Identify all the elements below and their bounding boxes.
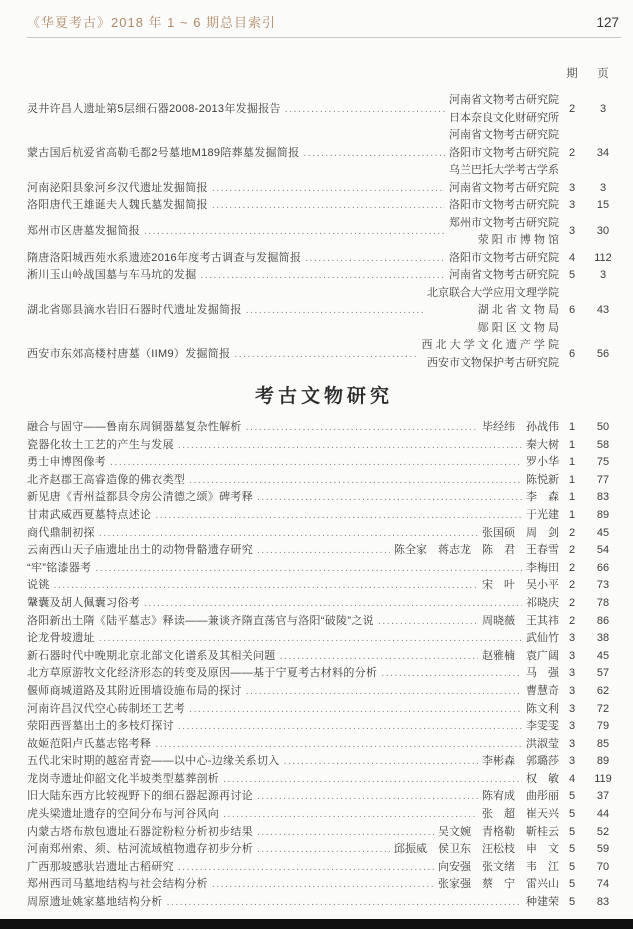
entry-orgs [449, 92, 559, 127]
entry-title: 河南郑州索、须、枯河流域植物遗存初步分析 [27, 843, 253, 856]
entry-title: 融合与固守——鲁南东周铜器墓复杂性解析 [27, 421, 242, 433]
entry-issue: 5 [568, 843, 576, 856]
entry-organization: 洛阳市文物考古研究院 [449, 146, 559, 159]
dotted-leader [212, 876, 434, 894]
toc-article-entry [27, 489, 621, 507]
page-header [27, 8, 621, 38]
entry-page: 73 [596, 579, 610, 592]
entry-authors: 张 超 崔天兴 [482, 808, 559, 821]
entry-organization: 西 北 大 学 文 化 遗 产 学 院 [421, 339, 559, 351]
entry-organization: 洛阳市文物考古研究院 [449, 251, 559, 264]
entry-issue: 1 [568, 438, 576, 451]
entry-issue: 2 [568, 102, 576, 115]
entry-organization: 乌兰巴托大学考古学系 [449, 164, 559, 176]
entry-issue: 1 [568, 491, 576, 504]
toc-article-entry [27, 771, 621, 789]
entry-page: 79 [596, 720, 610, 733]
entry-issue: 5 [568, 825, 576, 838]
dotted-leader [257, 824, 434, 842]
entry-authors: 李 森 [526, 491, 559, 504]
entry-page: 83 [596, 896, 610, 909]
dotted-leader [285, 101, 445, 119]
article-list [27, 419, 621, 912]
toc-article-entry [27, 542, 621, 560]
toc-article-entry [27, 560, 621, 578]
entry-issue: 5 [568, 860, 576, 873]
toc-article-entry [27, 437, 621, 455]
dotted-leader [99, 525, 478, 543]
toc-article-entry [27, 507, 621, 525]
entry-issue: 3 [568, 225, 576, 238]
entry-page: 56 [596, 347, 610, 360]
entry-orgs [449, 127, 559, 180]
entry-title: 偃师商城道路及其附近围墙设施布局的探讨 [27, 684, 242, 697]
entry-organization: 河南省文物考古研究院 [449, 94, 559, 106]
entry-title: 说铫 [27, 579, 50, 592]
entry-page: 50 [596, 421, 610, 433]
dotted-leader [246, 683, 522, 701]
entry-issue: 5 [568, 269, 576, 281]
toc-article-entry [27, 806, 621, 824]
dotted-leader [99, 630, 522, 648]
dotted-leader [167, 894, 522, 912]
dotted-leader [95, 560, 522, 578]
toc-report-entry [27, 180, 621, 198]
entry-title: 西安市东郊高楼村唐墓（IIM9）发掘简报 [27, 347, 231, 360]
entry-page: 43 [596, 304, 610, 316]
entry-page: 30 [596, 225, 610, 238]
entry-page: 37 [596, 790, 610, 803]
entry-title: 新石器时代中晚期北京北部文化谱系及其相关问题 [27, 649, 276, 662]
dotted-leader [189, 472, 522, 490]
dotted-leader [212, 197, 445, 215]
toc-article-entry [27, 454, 621, 472]
toc-article-entry [27, 718, 621, 736]
entry-issue: 2 [568, 561, 576, 574]
toc-article-entry [27, 788, 621, 806]
entry-page: 75 [596, 456, 610, 469]
entry-organization: 河南省文物考古研究院 [449, 129, 559, 141]
entry-title: 蒙古国后杭爱省高勒毛都2号墓地M189陪葬墓发掘简报 [27, 146, 300, 159]
entry-page: 72 [596, 702, 610, 715]
entry-authors: 权 敏 [526, 772, 559, 785]
entry-page: 77 [596, 473, 610, 486]
entry-page: 57 [596, 667, 610, 680]
entry-title: 灵井许昌人遗址第5层细石器2008-2013年发掘报告 [27, 102, 281, 115]
entry-page: 34 [596, 146, 610, 159]
entry-page: 44 [596, 808, 610, 821]
entry-page: 78 [596, 596, 610, 609]
entry-title: 内蒙古塔布敖包遗址石器淀粉粒分析初步结果 [27, 825, 253, 838]
entry-title: 勇士申博图像考 [27, 456, 107, 469]
entry-organization: 北京联合大学应用文理学院 [427, 286, 559, 299]
entry-organization: 洛阳市文物考古研究院 [449, 199, 559, 211]
entry-title: 商代鼎制初探 [27, 526, 95, 539]
entry-authors: 曹慧奇 [526, 684, 559, 697]
toc-report-entry [27, 197, 621, 215]
entry-issue: 2 [568, 526, 576, 539]
entry-title: 淅川玉山岭战国墓与车马坑的发掘 [27, 269, 197, 281]
entry-issue: 4 [568, 772, 576, 785]
entry-title: 五代北宋时期的越窑青瓷——以中心-边缘关系切入 [27, 755, 280, 768]
entry-title: 河南泌阳县象河乡汉代遗址发掘简报 [27, 181, 208, 194]
toc-article-entry [27, 419, 621, 437]
dotted-leader [378, 613, 478, 631]
entry-issue: 2 [568, 146, 576, 159]
column-headers [27, 65, 621, 81]
entry-orgs [449, 215, 559, 250]
entry-issue: 1 [568, 456, 576, 469]
dotted-leader [246, 419, 478, 437]
entry-orgs [449, 250, 559, 268]
entry-authors: 秦大树 [526, 438, 559, 451]
entry-page: 86 [596, 614, 610, 627]
dotted-leader [54, 577, 478, 595]
entry-page: 15 [596, 199, 610, 211]
entry-authors: 向安强 张文绪 韦 江 [438, 860, 559, 873]
dotted-leader [155, 736, 522, 754]
entry-organization: 郑州市文物考古研究院 [449, 216, 559, 229]
entry-issue: 5 [568, 896, 576, 909]
toc-article-entry [27, 630, 621, 648]
entry-issue: 3 [568, 720, 576, 733]
entry-authors: 陈悦新 [526, 473, 559, 486]
entry-title: 云南西山天子庙遗址出土的动物骨骼遗存研究 [27, 544, 253, 557]
report-list [27, 92, 621, 372]
toc-report-entry [27, 250, 621, 268]
entry-authors: 李梅田 [526, 561, 559, 574]
toc-article-entry [27, 577, 621, 595]
dotted-leader [223, 806, 478, 824]
dotted-leader [257, 788, 478, 806]
entry-issue: 2 [568, 544, 576, 557]
entry-orgs [421, 337, 559, 372]
dotted-leader [110, 454, 522, 472]
dotted-leader [257, 489, 522, 507]
entry-issue: 5 [568, 808, 576, 821]
toc-report-entry [27, 127, 621, 180]
entry-authors: 陈全家 蒋志龙 陈 君 王春雪 [394, 544, 559, 557]
entry-authors: 张家强 蔡 宁 雷兴山 [438, 878, 559, 891]
entry-issue: 3 [568, 632, 576, 645]
entry-page: 59 [596, 843, 610, 856]
entry-title: 荥阳西晋墓出土的多枝灯探讨 [27, 720, 174, 733]
entry-orgs [427, 285, 559, 338]
entry-title: 新见唐《青州益都县令房公清德之颂》碑考释 [27, 491, 253, 504]
entry-title: 鞶囊及胡人佩囊习俗考 [27, 596, 140, 609]
entry-issue: 3 [568, 702, 576, 715]
dotted-leader [178, 718, 522, 736]
toc-article-entry [27, 824, 621, 842]
page-number: 127 [596, 15, 619, 30]
toc-report-entry [27, 215, 621, 250]
entry-authors: 祁晓庆 [526, 596, 559, 609]
entry-issue: 2 [568, 579, 576, 592]
entry-title: 洛阳新出土隋《陆平墓志》释读——兼谈齐隋直荡官与洛阳“破陵”之说 [27, 614, 374, 627]
dotted-leader [201, 267, 446, 285]
entry-title: 隋唐洛阳城西苑水系遗迹2016年度考古调查与发掘简报 [27, 251, 302, 264]
entry-title: 北方草原游牧文化经济形态的转变及原因——基于宁夏考古材料的分析 [27, 667, 378, 680]
entry-page: 45 [596, 649, 610, 662]
entry-issue: 6 [568, 347, 576, 360]
toc-report-entry [27, 92, 621, 127]
entry-authors: 吴文婉 青格勒 靳桂云 [438, 825, 559, 838]
entry-page: 54 [596, 544, 610, 557]
dotted-leader [178, 859, 434, 877]
entry-authors: 种建荣 [526, 896, 559, 909]
dotted-leader [305, 250, 445, 268]
entry-issue: 6 [568, 304, 576, 316]
entry-authors: 罗小华 [526, 456, 559, 469]
entry-page: 89 [596, 508, 610, 521]
dotted-leader [280, 648, 478, 666]
section-title: 考古文物研究 [254, 386, 393, 407]
entry-issue: 3 [568, 181, 576, 194]
entry-issue: 3 [568, 667, 576, 680]
entry-issue: 3 [568, 737, 576, 750]
entry-page: 85 [596, 737, 610, 750]
entry-issue: 3 [568, 755, 576, 768]
entry-authors: 毕经纬 孙战伟 [482, 421, 559, 433]
toc-report-entry [27, 285, 621, 338]
entry-issue: 1 [568, 473, 576, 486]
entry-page: 119 [594, 772, 612, 785]
dotted-leader [189, 701, 522, 719]
page-column-header: 页 [597, 68, 609, 80]
entry-title: 虎头梁遗址遗存的空间分布与河谷风向 [27, 808, 220, 821]
entry-page: 112 [594, 251, 612, 264]
toc-article-entry [27, 472, 621, 490]
entry-page: 3 [599, 181, 607, 194]
entry-title: “牢”铭漆器考 [27, 561, 92, 574]
entry-issue: 3 [568, 649, 576, 662]
entry-authors: 邱振威 侯卫东 汪松枝 申 文 [394, 843, 559, 856]
entry-title: 北齐赵郡王高睿造像的佛衣类型 [27, 473, 186, 486]
issue-column-header: 期 [566, 68, 578, 80]
entry-authors: 洪淑莹 [526, 737, 559, 750]
entry-orgs [449, 180, 559, 198]
scan-edge-bar [0, 919, 633, 929]
entry-issue: 3 [568, 684, 576, 697]
entry-authors: 陈宥成 曲彤丽 [482, 790, 559, 803]
entry-issue: 4 [568, 251, 576, 264]
entry-title: 论龙骨坡遗址 [27, 632, 95, 645]
toc-article-entry [27, 613, 621, 631]
entry-title: 郑州西司马墓地结构与社会结构分析 [27, 878, 208, 891]
toc-article-entry [27, 648, 621, 666]
dotted-leader [155, 507, 522, 525]
dotted-leader [223, 771, 522, 789]
dotted-leader [144, 595, 522, 613]
toc-article-entry [27, 701, 621, 719]
entry-orgs [449, 197, 559, 215]
toc-article-entry [27, 525, 621, 543]
toc-article-entry [27, 683, 621, 701]
entry-title: 河南许昌汉代空心砖制坯工艺考 [27, 702, 186, 715]
entry-authors: 于光建 [526, 508, 559, 521]
entry-title: 周原遗址姚家墓地结构分析 [27, 896, 163, 909]
dotted-leader [284, 753, 478, 771]
entry-orgs [449, 267, 559, 285]
toc-article-entry [27, 894, 621, 912]
entry-title: 瓷器化妆土工艺的产生与发展 [27, 438, 174, 451]
entry-authors: 周晓薇 王其祎 [482, 614, 559, 627]
entry-page: 62 [596, 684, 610, 697]
entry-page: 3 [599, 102, 607, 115]
dotted-leader [234, 346, 417, 364]
entry-title: 广西那坡感驮岩遗址古稻研究 [27, 860, 174, 873]
entry-organization: 河南省文物考古研究院 [449, 269, 559, 281]
entry-authors: 宋 叶 吴小平 [482, 579, 559, 592]
toc-article-entry [27, 736, 621, 754]
entry-authors: 赵雅楠 袁广阔 [482, 649, 559, 662]
entry-authors: 陈文利 [526, 702, 559, 715]
entry-page: 45 [596, 526, 610, 539]
entry-issue: 1 [568, 421, 576, 433]
entry-page: 74 [596, 878, 610, 891]
toc-article-entry [27, 753, 621, 771]
entry-authors: 张国硕 周 剑 [482, 526, 559, 539]
entry-page: 89 [596, 755, 610, 768]
entry-organization: 河南省文物考古研究院 [449, 181, 559, 194]
entry-issue: 5 [568, 790, 576, 803]
entry-page: 70 [596, 860, 610, 873]
dotted-leader [144, 223, 445, 241]
entry-authors: 武仙竹 [526, 632, 559, 645]
entry-title: 郑州市区唐墓发掘简报 [27, 225, 140, 238]
entry-page: 66 [596, 561, 610, 574]
entry-organization: 郧 阳 区 文 物 局 [477, 321, 559, 334]
entry-issue: 1 [568, 508, 576, 521]
entry-issue: 5 [568, 878, 576, 891]
entry-title: 旧大陆东西方比较视野下的细石器起源再讨论 [27, 790, 253, 803]
entry-issue: 2 [568, 596, 576, 609]
toc-article-entry [27, 859, 621, 877]
toc-article-entry [27, 876, 621, 894]
toc-article-entry [27, 595, 621, 613]
dotted-leader [257, 542, 390, 560]
entry-organization: 湖 北 省 文 物 局 [477, 304, 559, 316]
entry-title: 故姬范阳卢氏墓志铭考释 [27, 737, 152, 750]
entry-title: 龙岗寺遗址仰韶文化半坡类型墓葬剖析 [27, 772, 220, 785]
entry-title: 湖北省郧县滴水岩旧石器时代遗址发掘简报 [27, 304, 242, 316]
entry-page: 38 [596, 632, 610, 645]
entry-authors: 马 强 [526, 667, 559, 680]
entry-title: 洛阳唐代王雄诞夫人魏氏墓发掘简报 [27, 199, 208, 211]
entry-organization: 西安市文物保护考古研究院 [427, 356, 559, 369]
entry-authors: 李彬森 郭璐莎 [482, 755, 559, 768]
journal-index-title: 《华夏考古》2018 年 1 ~ 6 期总目索引 [27, 15, 277, 30]
toc-report-entry [27, 337, 621, 372]
entry-page: 83 [596, 491, 610, 504]
entry-page: 58 [596, 438, 610, 451]
entry-title: 甘肃武威西夏墓特点述论 [27, 508, 152, 521]
entry-organization: 荥 阳 市 博 物 馆 [477, 234, 559, 246]
dotted-leader [381, 665, 522, 683]
entry-page: 52 [596, 825, 610, 838]
toc-article-entry [27, 841, 621, 859]
dotted-leader [178, 437, 522, 455]
entry-page: 3 [599, 269, 607, 281]
dotted-leader [212, 180, 445, 198]
entry-issue: 3 [568, 199, 576, 211]
entry-issue: 2 [568, 614, 576, 627]
entry-authors: 李雯雯 [526, 720, 559, 733]
entry-organization: 日本奈良文化财研究所 [449, 111, 559, 124]
dotted-leader [303, 145, 445, 163]
toc-article-entry [27, 665, 621, 683]
dotted-leader [257, 841, 390, 859]
toc-report-entry [27, 267, 621, 285]
dotted-leader [246, 302, 423, 320]
